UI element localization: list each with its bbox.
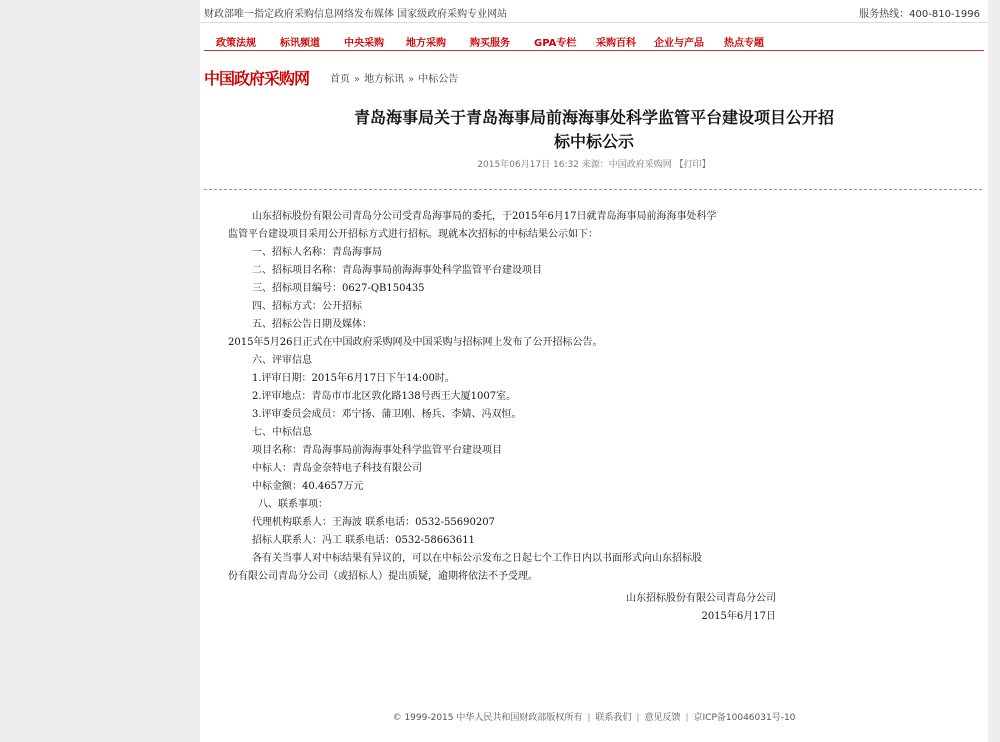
breadcrumb-separator: » (408, 74, 415, 85)
agency-contact-person: 代理机构联系人：王海波 (252, 517, 362, 528)
paragraph: 中标金额：40.4657万元 (252, 481, 364, 492)
paragraph: 2015年5月26日正式在中国政府采购网及中国采购与招标网上发布了公开招标公告。 (228, 337, 603, 348)
breadcrumb-local-bids[interactable]: 地方标讯 (364, 74, 405, 85)
paragraph: 四、招标方式：公开招标 (252, 301, 362, 312)
contact-row (228, 514, 788, 532)
article-title-line: 标中标公示 (553, 132, 634, 151)
article-body (228, 208, 788, 586)
service-hotline: 服务热线：400-810-1996 (859, 9, 980, 20)
breadcrumb (330, 70, 458, 85)
nav-item-local-procurement[interactable]: 地方采购 (406, 38, 446, 49)
paragraph: 1.评审日期：2015年6月17日下午14:00时。 (252, 373, 455, 384)
paragraph: 山东招标股份有限公司青岛分公司受青岛海事局的委托，于2015年6月17日就青岛海事局前海海事处科学 (252, 211, 717, 222)
breadcrumb-separator: » (354, 74, 361, 85)
breadcrumb-home[interactable]: 首页 (330, 74, 350, 85)
signature-org: 山东招标股份有限公司青岛分公司 (626, 593, 776, 604)
agency-contact-phone: 联系电话：0532-55690207 (365, 517, 495, 528)
paragraph: 3.评审委员会成员：邓宁扬、蒲卫刚、杨兵、李婧、冯双恒。 (252, 409, 522, 420)
paragraph: 三、招标项目编号：0627-QB150435 (252, 283, 425, 294)
paragraph: 各有关当事人对中标结果有异议的，可以在中标公示发布之日起七个工作日内以书面形式向山东招标股 (252, 553, 702, 564)
nav-item-purchase-service[interactable]: 购买服务 (470, 38, 510, 49)
top-bar (200, 0, 988, 23)
paragraph: 监管平台建设项目采用公开招标方式进行招标。现就本次招标的中标结果公示如下： (228, 229, 598, 240)
paragraph: 2.评审地点：青岛市市北区敦化路138号西王大厦1007室。 (252, 391, 517, 402)
contact-us-link[interactable]: 联系我们 (595, 713, 632, 723)
article-meta: 2015年06月17日 16:32 来源：中国政府采购网 【打印】 (477, 160, 711, 170)
breadcrumb-award-notice[interactable]: 中标公告 (418, 74, 459, 85)
paragraph: 二、招标项目名称：青岛海事局前海海事处科学监管平台建设项目 (252, 265, 542, 276)
icp-link[interactable]: 京ICP备10046031号-10 (693, 713, 796, 723)
signature-date: 2015年6月17日 (701, 611, 776, 622)
site-slogan: 财政部唯一指定政府采购信息网络发布媒体 国家级政府采购专业网站 (204, 9, 508, 20)
footer: © 1999-2015 中华人民共和国财政部版权所有 | 联系我们 | 意见反馈 | 京ICP备10046031号-10 (392, 713, 796, 723)
paragraph: 八、联系事项： (258, 499, 328, 510)
paragraph: 中标人：青岛金奈特电子科技有限公司 (252, 463, 422, 474)
feedback-link[interactable]: 意见反馈 (644, 713, 681, 723)
nav-item-gpa[interactable]: GPA专栏 (534, 38, 577, 49)
contact-row (228, 532, 788, 550)
paragraph: 七、中标信息 (252, 427, 312, 438)
paragraph: 份有限公司青岛分公司（或招标人）提出质疑，逾期将依法不予受理。 (228, 571, 538, 582)
signature (228, 590, 776, 626)
nav-item-bid-channel[interactable]: 标讯频道 (280, 38, 320, 49)
main-nav (204, 30, 984, 51)
nav-item-enterprise-products[interactable]: 企业与产品 (654, 38, 704, 49)
divider (204, 189, 982, 190)
page (200, 0, 988, 742)
site-logo[interactable]: 中国政府采购网 (204, 69, 310, 88)
paragraph: 六、评审信息 (252, 355, 312, 366)
nav-item-central-procurement[interactable]: 中央采购 (344, 38, 384, 49)
copyright: © 1999-2015 中华人民共和国财政部版权所有 (392, 713, 583, 723)
paragraph: 一、招标人名称：青岛海事局 (252, 247, 382, 258)
article-title (200, 106, 988, 154)
tenderer-contact-person: 招标人联系人：冯工 (252, 535, 342, 546)
nav-item-hot-topics[interactable]: 热点专题 (724, 38, 764, 49)
nav-item-procurement-wiki[interactable]: 采购百科 (596, 38, 636, 49)
paragraph: 五、招标公告日期及媒体： (252, 319, 372, 330)
paragraph: 项目名称：青岛海事局前海海事处科学监管平台建设项目 (252, 445, 502, 456)
article-title-line: 青岛海事局关于青岛海事局前海海事处科学监管平台建设项目公开招 (353, 108, 834, 127)
tenderer-contact-phone: 联系电话：0532-58663611 (345, 535, 475, 546)
nav-item-policy[interactable]: 政策法规 (216, 38, 256, 49)
